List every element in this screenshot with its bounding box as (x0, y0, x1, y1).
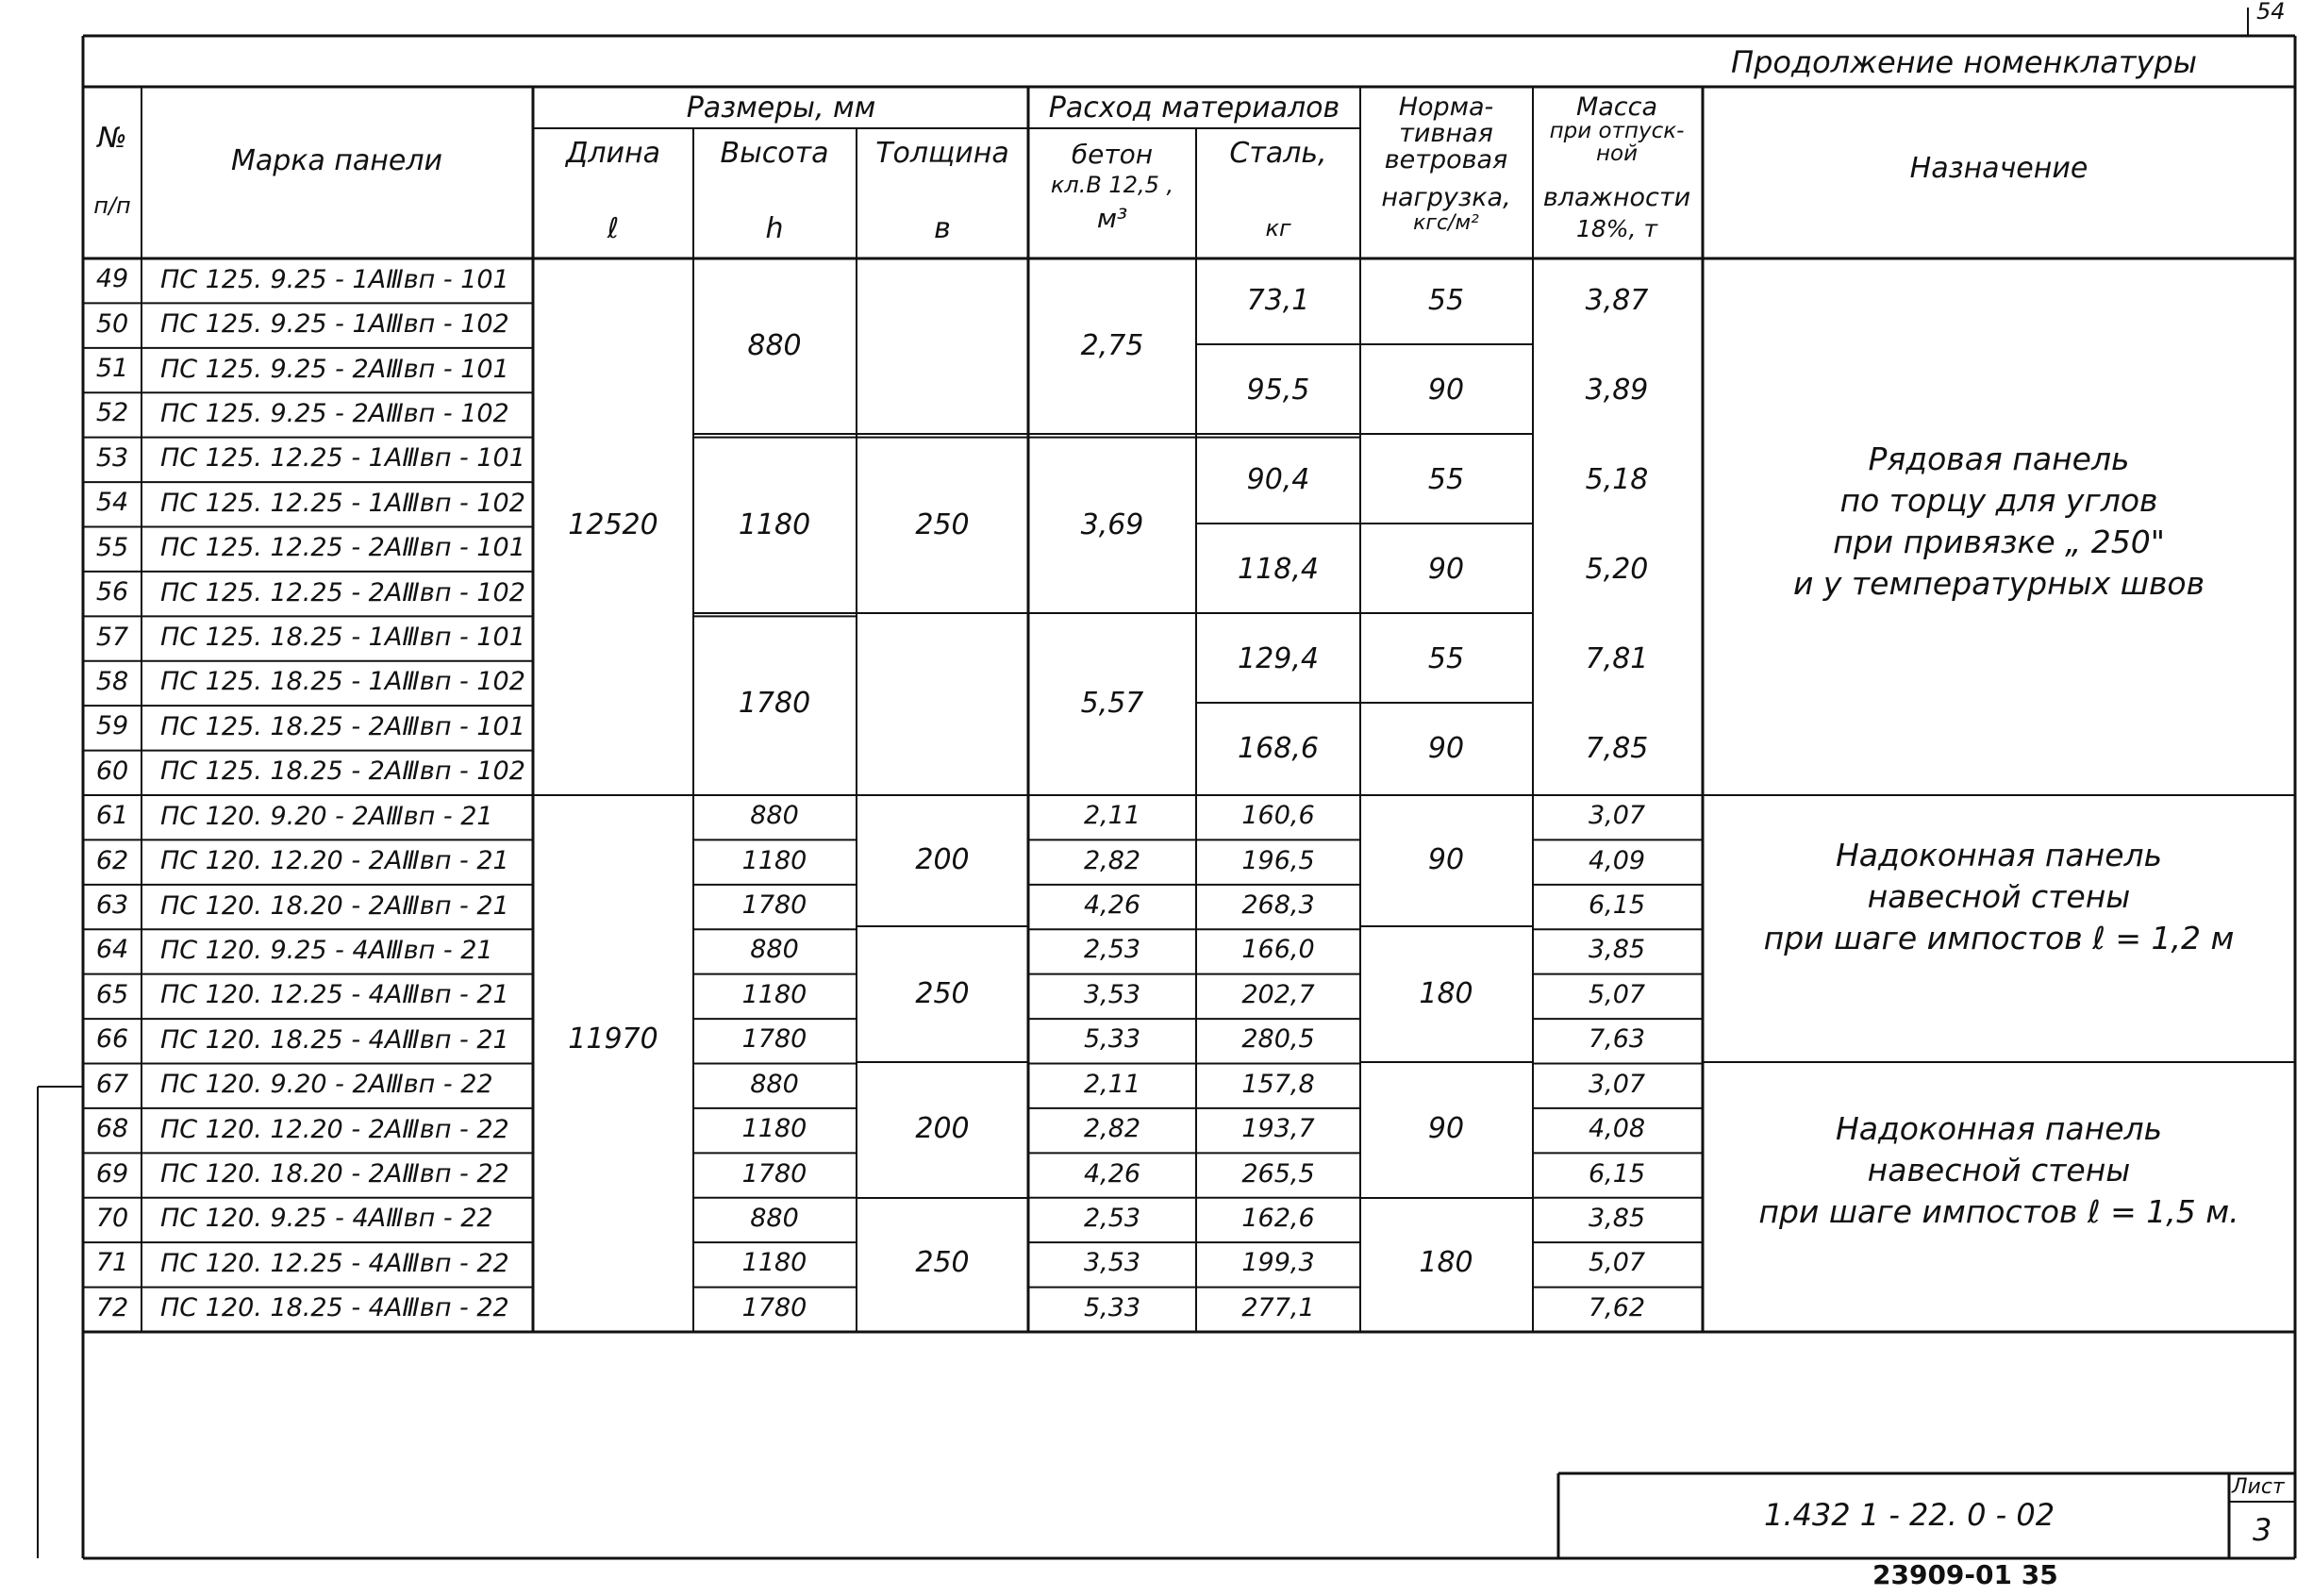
concrete-value: 3,53 (1083, 1248, 1141, 1278)
row-number: 69 (95, 1158, 129, 1189)
wind-load-value: 180 (1419, 1245, 1473, 1279)
row-number: 62 (95, 845, 129, 875)
mass-value: 5,20 (1585, 552, 1649, 586)
row-number: 53 (95, 442, 129, 473)
panel-mark: ПС 120. 9.25 - 4АⅢвп - 21 (160, 935, 493, 965)
panel-mark: ПС 125. 12.25 - 1АⅢвп - 102 (160, 488, 525, 518)
sheet-number: 3 (2253, 1512, 2272, 1548)
header-mass-5: 18%, т (1575, 215, 1658, 242)
header-thickness: Толщина (875, 137, 1009, 170)
purpose-line: и у температурных швов (1792, 565, 2205, 602)
row-number: 57 (95, 622, 129, 652)
steel-value: 193,7 (1241, 1114, 1315, 1144)
panel-mark: ПС 120. 12.25 - 4АⅢвп - 21 (160, 980, 509, 1010)
height-value: 1180 (741, 1248, 807, 1278)
mass-value: 4,09 (1588, 845, 1646, 875)
header-mass-4: влажности (1542, 183, 1691, 212)
height-value: 880 (750, 1203, 799, 1233)
panel-mark: ПС 120. 9.20 - 2АⅢвп - 21 (160, 801, 493, 831)
purpose-line: навесной стены (1867, 1152, 2131, 1189)
wind-load-value: 55 (1427, 641, 1465, 675)
panel-mark: ПС 120. 18.20 - 2АⅢвп - 22 (160, 1159, 509, 1189)
height-value: 1180 (741, 1114, 807, 1144)
header-steel-1: Сталь, (1229, 137, 1327, 170)
row-number: 71 (95, 1248, 129, 1278)
steel-value: 202,7 (1241, 979, 1315, 1009)
steel-value: 196,5 (1241, 845, 1315, 875)
concrete-value: 2,53 (1083, 935, 1141, 965)
row-number: 49 (95, 264, 129, 294)
panel-mark: ПС 125. 18.25 - 1АⅢвп - 102 (160, 667, 525, 697)
thickness-value: 250 (915, 507, 970, 541)
panel-mark: ПС 120. 18.20 - 2АⅢвп - 21 (160, 890, 509, 921)
wind-load-value: 55 (1427, 284, 1465, 318)
concrete-value: 4,26 (1083, 1158, 1141, 1189)
row-number: 60 (95, 756, 129, 786)
purpose-line: Рядовая панель (1868, 441, 2130, 477)
wind-load-value: 90 (1427, 1111, 1465, 1145)
row-number: 61 (95, 801, 129, 831)
header-length: Длина (565, 137, 661, 170)
length-value: 12520 (568, 507, 658, 541)
mass-value: 3,87 (1585, 284, 1649, 318)
mass-value: 3,07 (1588, 1069, 1646, 1099)
panel-mark: ПС 120. 9.25 - 4АⅢвп - 22 (160, 1204, 493, 1234)
continuation-title: Продолжение номенклатуры (1731, 44, 2197, 80)
concrete-value: 2,11 (1083, 801, 1141, 831)
header-wind-2: тивная (1399, 119, 1493, 148)
steel-value: 199,3 (1241, 1248, 1315, 1278)
row-number: 66 (95, 1024, 129, 1055)
wind-load-value: 90 (1427, 843, 1465, 877)
header-wind-3: ветровая (1384, 145, 1508, 175)
steel-value: 268,3 (1241, 890, 1315, 921)
mass-value: 5,18 (1585, 463, 1649, 497)
row-number: 72 (95, 1292, 129, 1322)
header-concrete-3: м³ (1096, 203, 1128, 234)
sheet-corner-mark: 54 (2256, 0, 2286, 25)
header-num-sub: п/п (93, 192, 131, 219)
height-value: 1780 (741, 890, 807, 921)
height-value: 880 (750, 801, 799, 831)
header-thickness-sym: в (934, 212, 951, 245)
panel-mark: ПС 125. 12.25 - 2АⅢвп - 102 (160, 577, 525, 607)
row-number: 50 (95, 308, 129, 339)
row-number: 65 (95, 979, 129, 1009)
panel-mark: ПС 125. 9.25 - 2АⅢвп - 101 (160, 354, 509, 384)
header-mass-2: при отпуск- (1549, 119, 1685, 143)
row-number: 70 (95, 1203, 129, 1233)
height-value: 880 (750, 1069, 799, 1099)
wind-load-value: 90 (1427, 731, 1465, 765)
concrete-value: 5,33 (1083, 1024, 1141, 1055)
header-num: № (97, 122, 127, 155)
mass-value: 7,85 (1585, 731, 1649, 765)
panel-mark: ПС 125. 9.25 - 1АⅢвп - 101 (160, 264, 509, 294)
concrete-value: 2,82 (1083, 845, 1141, 875)
concrete-value: 2,75 (1080, 328, 1144, 362)
panel-mark: ПС 125. 12.25 - 2АⅢвп - 101 (160, 533, 525, 563)
purpose-line: навесной стены (1867, 878, 2131, 915)
panel-mark: ПС 120. 12.25 - 4АⅢвп - 22 (160, 1248, 509, 1278)
header-purpose: Назначение (1909, 152, 2088, 185)
purpose-line: Надоконная панель (1835, 1110, 2163, 1147)
mass-value: 3,85 (1588, 935, 1646, 965)
row-number: 63 (95, 890, 129, 921)
steel-value: 277,1 (1241, 1292, 1315, 1322)
height-value: 1780 (741, 1158, 807, 1189)
row-number: 56 (95, 577, 129, 607)
mass-value: 7,81 (1585, 641, 1649, 675)
header-materials-group: Расход материалов (1048, 91, 1340, 125)
header-mass-3: ной (1595, 141, 1639, 166)
height-value: 1780 (741, 1292, 807, 1322)
height-value: 1180 (741, 979, 807, 1009)
thickness-value: 250 (915, 1245, 970, 1279)
steel-value: 157,8 (1241, 1069, 1315, 1099)
concrete-value: 3,69 (1080, 507, 1144, 541)
purpose-line: при шаге импостов ℓ = 1,5 м. (1758, 1193, 2239, 1230)
header-steel-2: кг (1265, 215, 1291, 241)
wind-load-value: 55 (1427, 463, 1465, 497)
panel-mark: ПС 120. 18.25 - 4АⅢвп - 21 (160, 1024, 509, 1055)
concrete-value: 2,11 (1083, 1069, 1141, 1099)
panel-mark: ПС 125. 18.25 - 1АⅢвп - 101 (160, 623, 525, 653)
sheet-label: Лист (2232, 1475, 2285, 1499)
steel-value: 162,6 (1241, 1203, 1315, 1233)
header-wind-1: Норма- (1398, 92, 1494, 122)
mass-value: 3,85 (1588, 1203, 1646, 1233)
mass-value: 4,08 (1588, 1114, 1646, 1144)
header-height-sym: h (765, 212, 784, 245)
thickness-value: 200 (915, 1111, 970, 1145)
panel-mark: ПС 120. 9.20 - 2АⅢвп - 22 (160, 1070, 493, 1100)
wind-load-value: 90 (1427, 374, 1465, 407)
steel-value: 95,5 (1246, 374, 1310, 407)
height-value: 1180 (738, 507, 811, 541)
steel-value: 118,4 (1238, 552, 1319, 586)
concrete-value: 2,82 (1083, 1114, 1141, 1144)
header-concrete-2: кл.В 12,5 , (1050, 172, 1174, 198)
steel-value: 73,1 (1246, 284, 1310, 318)
height-value: 1780 (741, 1024, 807, 1055)
panel-mark: ПС 125. 18.25 - 2АⅢвп - 101 (160, 711, 525, 741)
purpose-line: при привязке „ 250" (1833, 524, 2165, 560)
purpose-line: Надоконная панель (1835, 837, 2163, 873)
header-mass-1: Масса (1575, 92, 1658, 122)
concrete-value: 2,53 (1083, 1203, 1141, 1233)
row-number: 51 (95, 354, 129, 384)
length-value: 11970 (568, 1022, 658, 1056)
panel-mark: ПС 120. 12.20 - 2АⅢвп - 21 (160, 846, 509, 876)
row-number: 67 (95, 1069, 129, 1099)
steel-value: 168,6 (1238, 731, 1319, 765)
height-value: 1180 (741, 845, 807, 875)
steel-value: 166,0 (1241, 935, 1315, 965)
header-mark: Марка панели (230, 144, 443, 177)
thickness-value: 250 (915, 977, 970, 1011)
row-number: 55 (95, 532, 129, 562)
footer-number: 23909-01 35 (1872, 1559, 2058, 1590)
panel-mark: ПС 125. 12.25 - 1АⅢвп - 101 (160, 443, 525, 474)
panel-mark: ПС 120. 12.20 - 2АⅢвп - 22 (160, 1114, 509, 1144)
header-length-sym: ℓ (607, 212, 620, 245)
panel-mark: ПС 125. 9.25 - 1АⅢвп - 102 (160, 309, 509, 340)
row-number: 54 (95, 488, 129, 518)
thickness-value: 200 (915, 843, 970, 877)
mass-value: 5,07 (1588, 979, 1646, 1009)
concrete-value: 5,57 (1080, 687, 1144, 721)
header-height: Высота (720, 137, 829, 170)
mass-value: 6,15 (1588, 890, 1646, 921)
purpose-line: при шаге импостов ℓ = 1,2 м (1763, 920, 2235, 956)
row-number: 64 (95, 935, 129, 965)
mass-value: 3,89 (1585, 374, 1649, 407)
header-dims-group: Размеры, мм (686, 91, 876, 125)
purpose-line: по торцу для углов (1839, 482, 2158, 519)
panel-mark: ПС 125. 18.25 - 2АⅢвп - 102 (160, 756, 525, 787)
header-wind-5: кгс/м² (1413, 211, 1479, 235)
steel-value: 160,6 (1241, 801, 1315, 831)
height-value: 1780 (738, 687, 811, 721)
mass-value: 6,15 (1588, 1158, 1646, 1189)
mass-value: 7,63 (1588, 1024, 1646, 1055)
row-number: 68 (95, 1114, 129, 1144)
steel-value: 129,4 (1238, 641, 1319, 675)
concrete-value: 5,33 (1083, 1292, 1141, 1322)
mass-value: 5,07 (1588, 1248, 1646, 1278)
row-number: 59 (95, 711, 129, 741)
panel-mark: ПС 125. 9.25 - 2АⅢвп - 102 (160, 398, 509, 428)
header-wind-4: нагрузка, (1381, 183, 1511, 212)
concrete-value: 4,26 (1083, 890, 1141, 921)
concrete-value: 3,53 (1083, 979, 1141, 1009)
row-number: 58 (95, 666, 129, 696)
mass-value: 7,62 (1588, 1292, 1646, 1322)
steel-value: 265,5 (1241, 1158, 1315, 1189)
height-value: 880 (750, 935, 799, 965)
mass-value: 3,07 (1588, 801, 1646, 831)
steel-value: 280,5 (1241, 1024, 1315, 1055)
row-number: 52 (95, 398, 129, 428)
doc-code: 1.432 1 - 22. 0 - 02 (1764, 1497, 2055, 1533)
height-value: 880 (747, 328, 802, 362)
wind-load-value: 180 (1419, 977, 1473, 1011)
panel-mark: ПС 120. 18.25 - 4АⅢвп - 22 (160, 1293, 509, 1323)
steel-value: 90,4 (1246, 463, 1310, 497)
wind-load-value: 90 (1427, 552, 1465, 586)
header-concrete-1: бетон (1071, 139, 1154, 170)
